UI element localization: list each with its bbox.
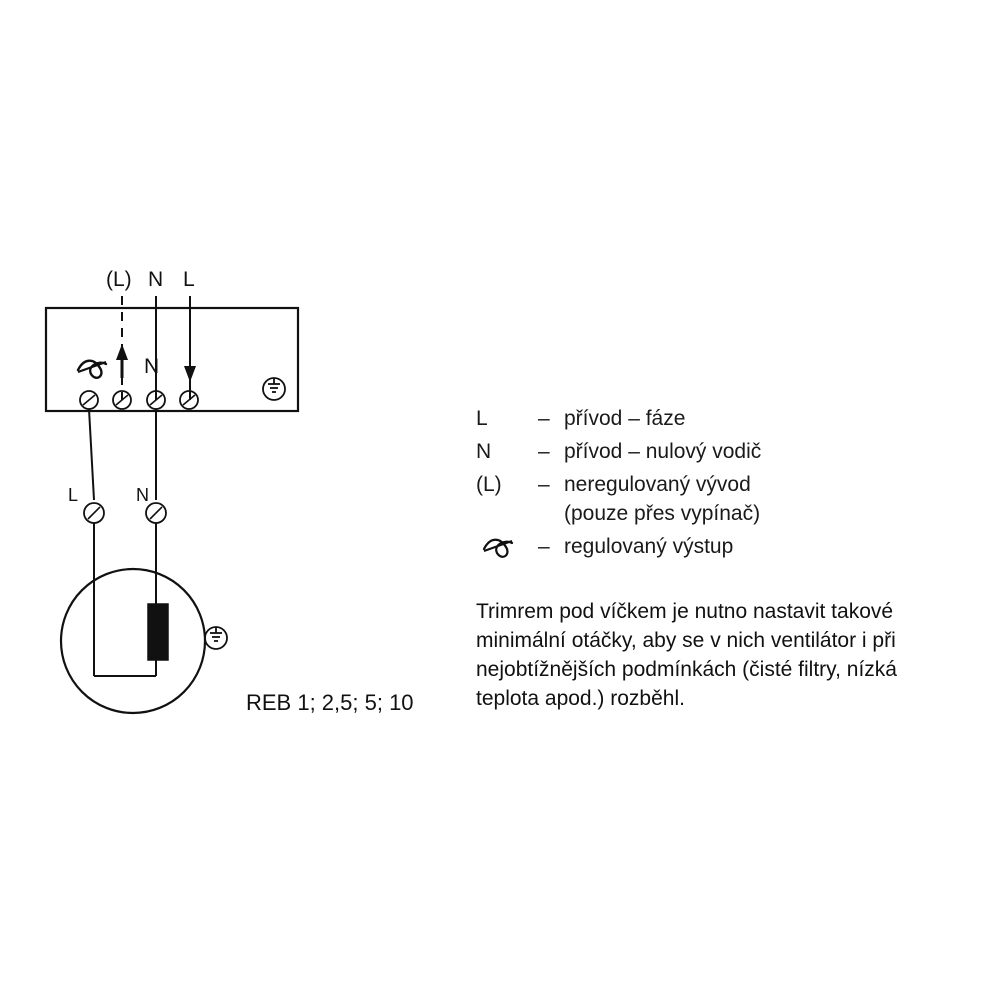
top-terminal-label-N: N [148, 268, 164, 291]
model-label: REB 1; 2,5; 5; 10 [246, 690, 414, 715]
legend-text: regulovaný výstup [564, 535, 734, 558]
legend-text: neregulovaný vývod [564, 473, 751, 496]
legend-dash: – [538, 440, 550, 463]
legend-dash: – [538, 473, 550, 496]
legend-row [476, 406, 946, 432]
legend-row [476, 439, 946, 465]
mid-terminal-label-N: N [136, 485, 149, 505]
legend-text: přívod – nulový vodič [564, 440, 762, 463]
legend-symbol: (L) [476, 473, 502, 496]
wave-icon [476, 534, 538, 560]
note-text: Trimrem pod víčkem je nutno nastavit takové minimální otáčky, aby se v nich ventilátor i při nejobtížnějších podmínkách (čisté filtry, nízká teplota apod.) rozběhl. [476, 600, 897, 710]
legend-row [476, 472, 946, 498]
motor-winding [148, 604, 168, 660]
top-terminal-label-L: L [183, 268, 195, 291]
legend-text: přívod – fáze [564, 407, 686, 430]
legend-symbol: N [476, 440, 492, 463]
legend-dash: – [538, 407, 550, 430]
mid-terminal-label-L: L [68, 485, 79, 505]
device-inner-label-N: N [144, 355, 160, 378]
legend-dash: – [538, 535, 550, 558]
legend-row [476, 534, 946, 560]
top-terminal-label-L-bracket: (L) [106, 268, 132, 291]
legend [476, 406, 946, 567]
legend-symbol: L [476, 407, 488, 430]
legend-subtext: (pouze přes vypínač) [564, 502, 761, 525]
